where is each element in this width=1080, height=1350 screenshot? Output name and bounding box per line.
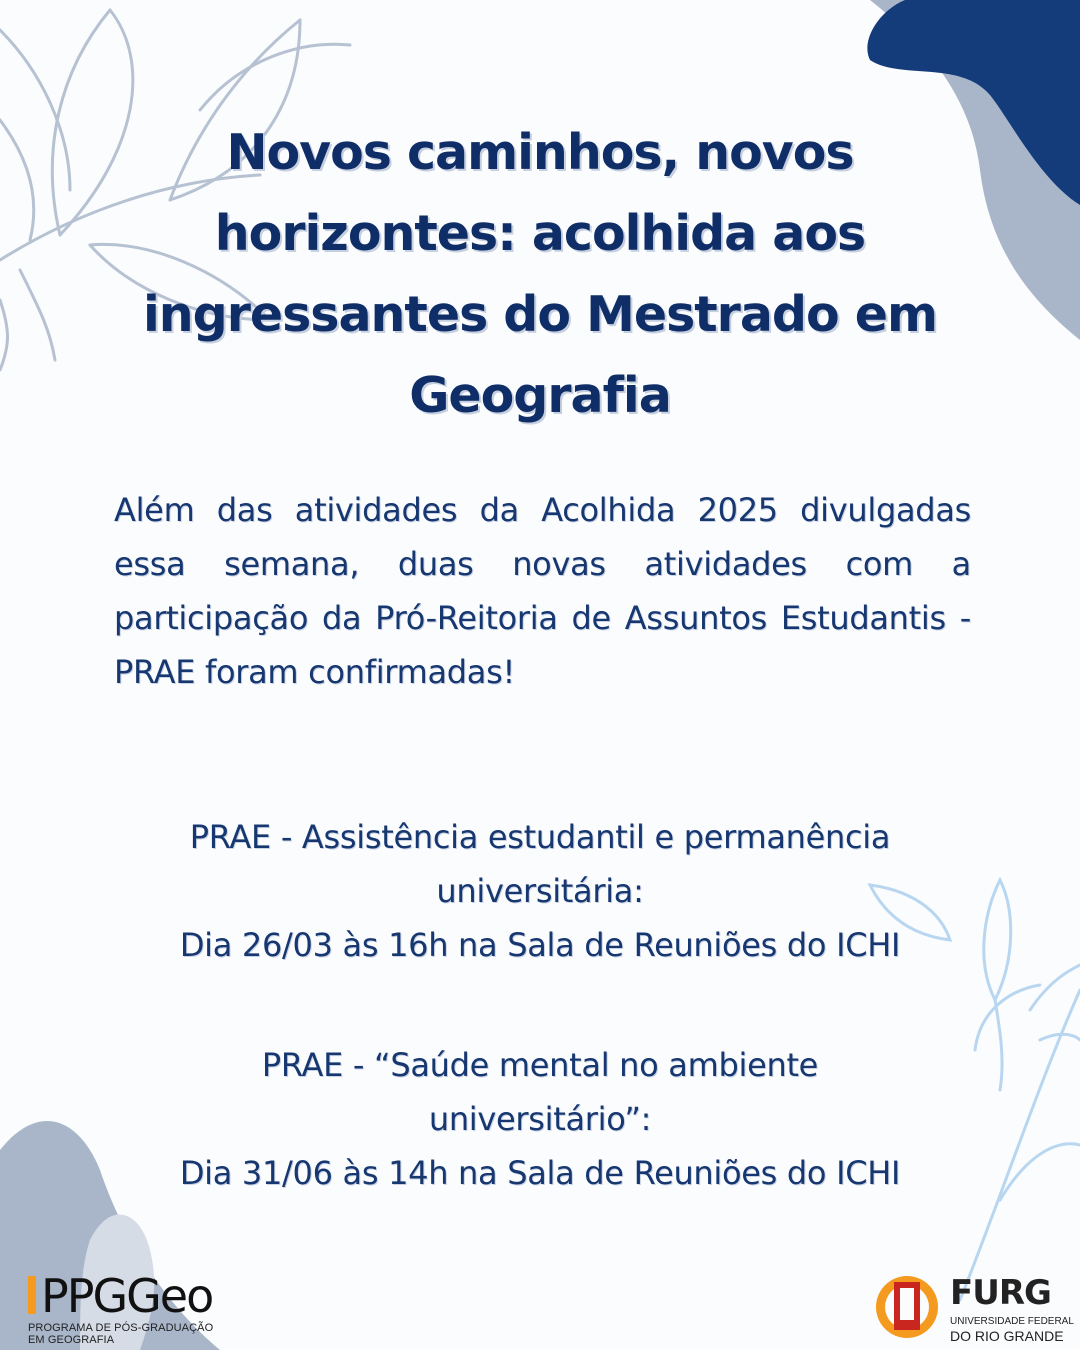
event-1	[80, 810, 1000, 972]
ppggeo-subtitle-1: PROGRAMA DE PÓS-GRADUAÇÃO	[28, 1322, 214, 1334]
ppggeo-wordmark: PPGGeo	[41, 1269, 213, 1323]
furg-wordmark: FURG	[950, 1273, 1051, 1313]
ppggeo-logo	[28, 1270, 288, 1346]
ppggeo-accent-bar	[28, 1276, 36, 1314]
furg-subtitle-1: UNIVERSIDADE FEDERAL	[950, 1316, 1074, 1327]
ppggeo-subtitle-2: EM GEOGRAFIA	[28, 1334, 115, 1346]
event-1-datetime: Dia 26/03 às 16h na Sala de Reuniões do ICHI	[179, 926, 901, 964]
event-2-name-line2: universitário”:	[428, 1100, 652, 1138]
event-2	[80, 1038, 1000, 1200]
furg-subtitle-2: DO RIO GRANDE	[950, 1328, 1064, 1344]
furg-logo	[872, 1272, 1072, 1342]
intro-paragraph: Além das atividades da Acolhida 2025 divulgadas essa semana, duas novas atividades com a participação da Pró-Reitoria de Assuntos Estudantis - PRAE foram confirmadas!	[114, 491, 971, 691]
event-1-name-line2: universitária:	[436, 872, 644, 910]
flyer-title: Novos caminhos, novos horizontes: acolhida aos ingressantes do Mestrado em Geografia	[142, 124, 937, 424]
event-1-name-line1: PRAE - Assistência estudantil e permanência	[189, 818, 891, 856]
event-2-name-line1: PRAE - “Saúde mental no ambiente	[261, 1046, 819, 1084]
furg-emblem-icon	[872, 1272, 942, 1338]
event-2-datetime: Dia 31/06 às 14h na Sala de Reuniões do ICHI	[179, 1154, 901, 1192]
